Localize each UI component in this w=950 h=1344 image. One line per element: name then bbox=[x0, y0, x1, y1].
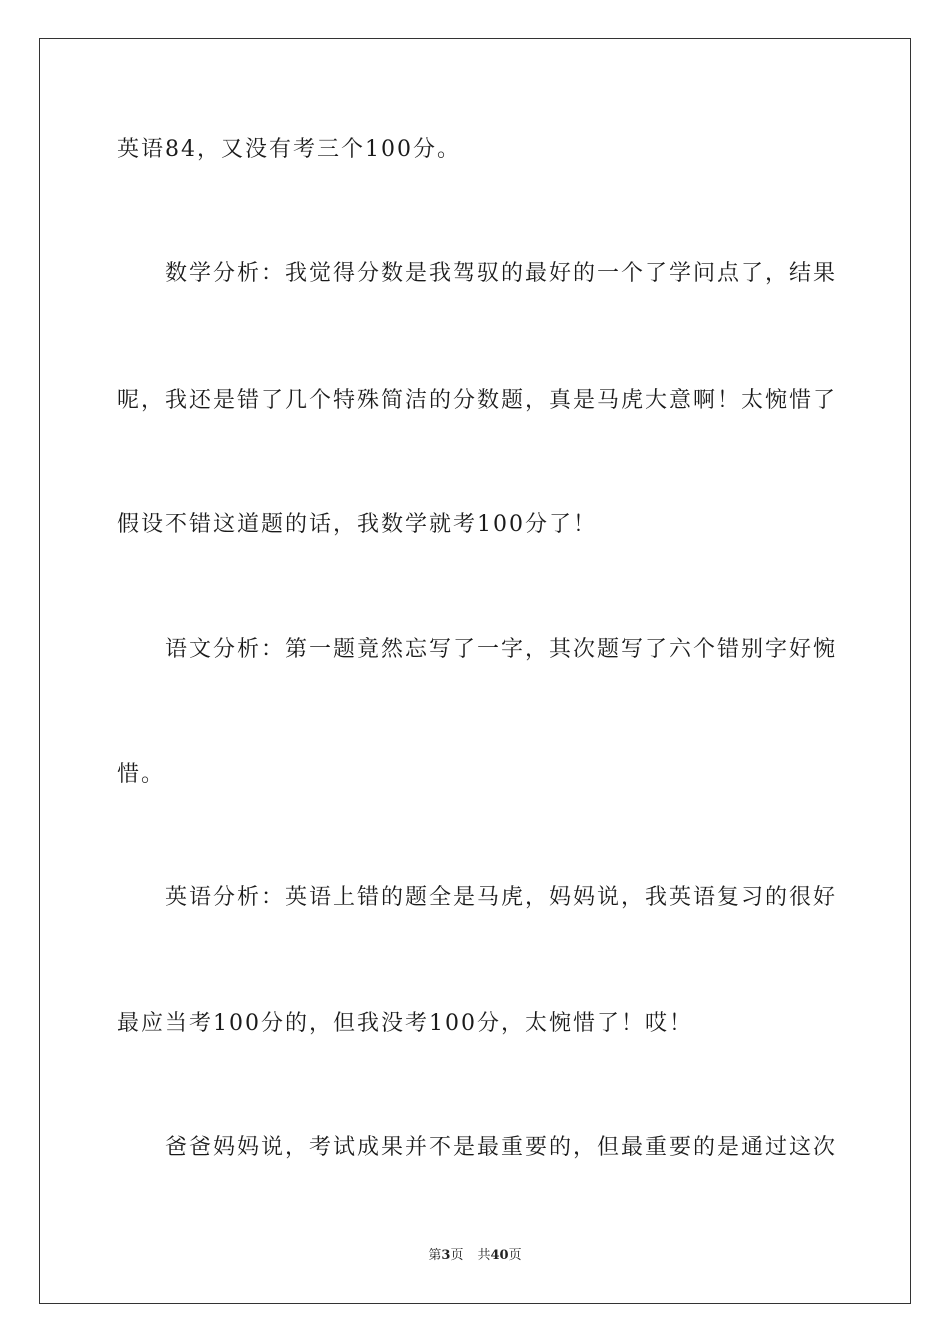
page-prefix: 第 bbox=[428, 1248, 442, 1263]
text-line-7: 英语分析：英语上错的题全是马虎，妈妈说，我英语复习的很好 bbox=[165, 885, 838, 910]
text-line-4: 假设不错这道题的话，我数学就考100分了！ bbox=[117, 512, 597, 537]
total-prefix: 共 bbox=[477, 1248, 491, 1263]
total-suffix: 页 bbox=[508, 1248, 522, 1263]
text-line-9: 爸爸妈妈说，考试成果并不是最重要的，但最重要的是通过这次 bbox=[165, 1135, 838, 1160]
text-line-6: 惜。 bbox=[117, 762, 166, 787]
text-line-5: 语文分析：第一题竟然忘写了一字，其次题写了六个错别字好惋 bbox=[165, 637, 838, 662]
text-line-8: 最应当考100分的，但我没考100分，太惋惜了！哎！ bbox=[117, 1011, 693, 1036]
page-border bbox=[39, 38, 911, 1304]
text-line-3: 呢，我还是错了几个特殊简洁的分数题，真是马虎大意啊！太惋惜了 bbox=[117, 388, 838, 413]
text-line-2: 数学分析：我觉得分数是我驾驭的最好的一个了学问点了，结果 bbox=[165, 261, 838, 286]
page-suffix: 页 bbox=[450, 1248, 464, 1263]
current-page-number: 3 bbox=[441, 1248, 451, 1263]
total-page-count: 40 bbox=[490, 1248, 509, 1263]
page-number-footer bbox=[0, 1247, 950, 1265]
text-line-1: 英语84，又没有考三个100分。 bbox=[117, 137, 461, 162]
